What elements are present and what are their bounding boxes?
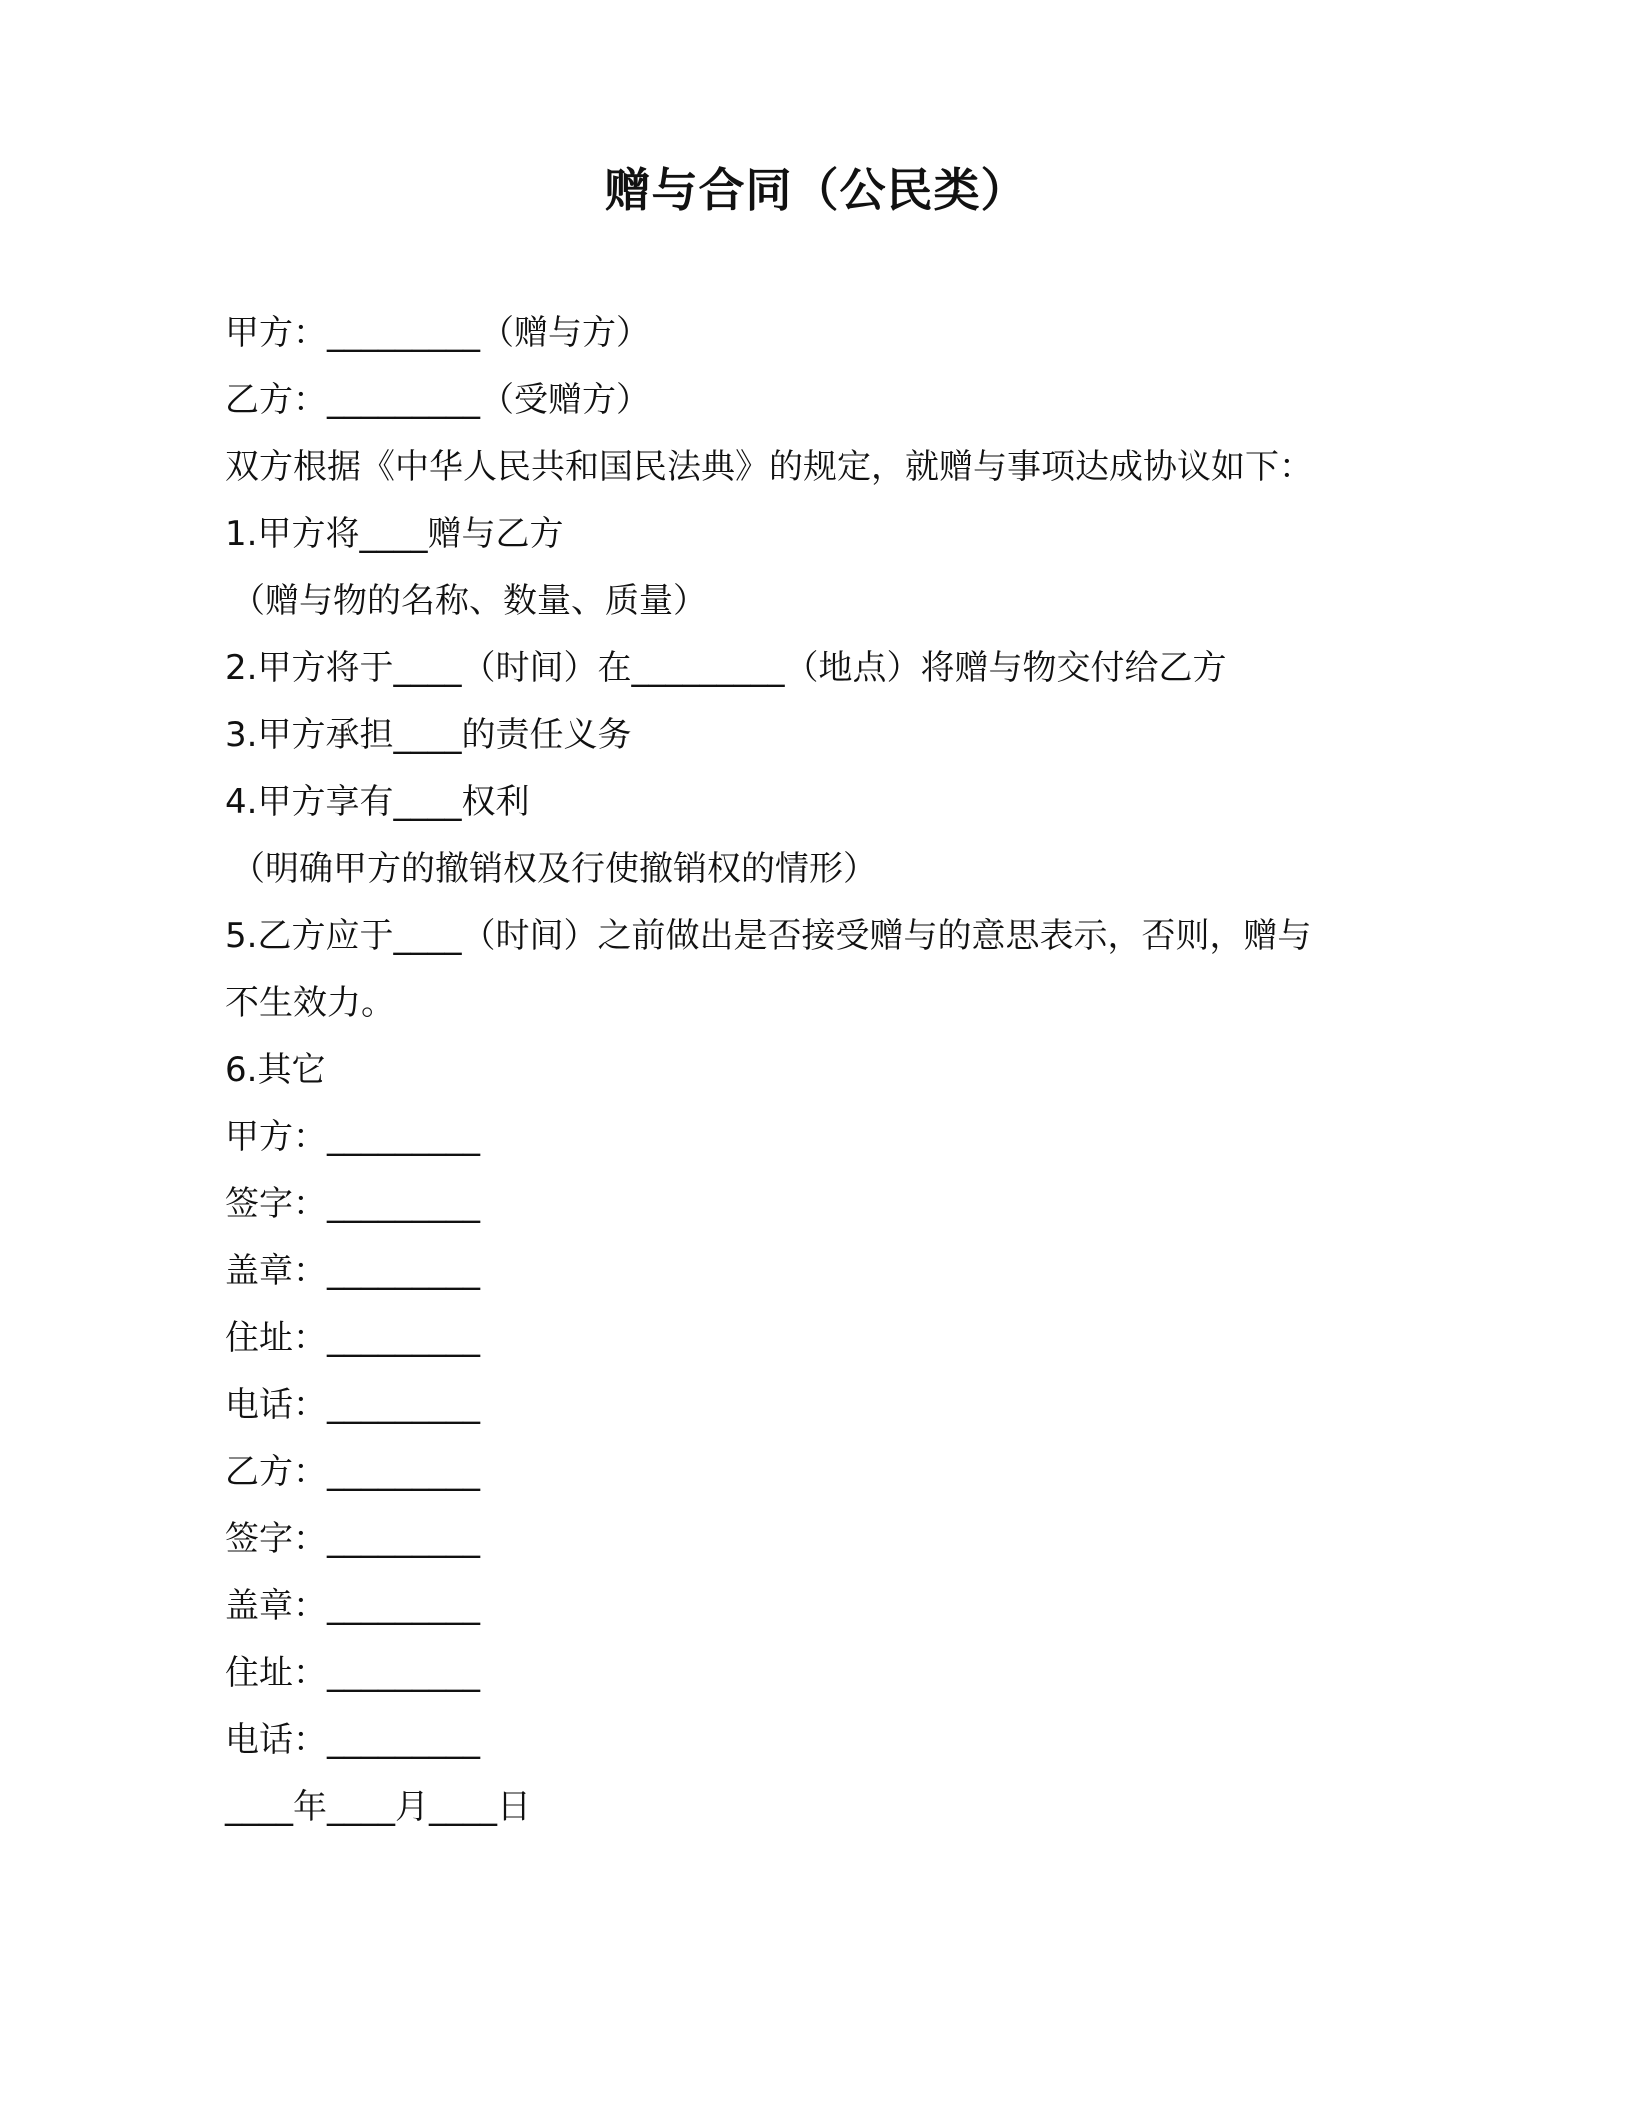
signature-party-a-seal: 盖章：_________	[225, 1251, 480, 1291]
clause-2-line: 2.甲方将于____（时间）在_________（地点）将赠与物交付给乙方	[225, 648, 1227, 688]
signature-party-a-address: 住址：_________	[225, 1318, 480, 1358]
signature-party-b-phone: 电话：_________	[225, 1720, 480, 1760]
party-b-line: 乙方：_________（受赠方）	[225, 380, 650, 420]
signature-party-b-address: 住址：_________	[225, 1653, 480, 1693]
date-line: ____年____月____日	[225, 1787, 531, 1827]
clause-5-continuation: 不生效力。	[225, 983, 395, 1023]
clause-4-line: 4.甲方享有____权利	[225, 782, 530, 822]
signature-party-a: 甲方：_________	[225, 1117, 480, 1157]
party-a-line: 甲方：_________（赠与方）	[225, 313, 650, 353]
signature-party-a-phone: 电话：_________	[225, 1385, 480, 1425]
clause-6-line: 6.其它	[225, 1050, 326, 1090]
signature-party-b-sign: 签字：_________	[225, 1519, 480, 1559]
clause-5-line: 5.乙方应于____（时间）之前做出是否接受赠与的意思表示，否则，赠与	[225, 916, 1312, 956]
clause-1-note: （赠与物的名称、数量、质量）	[231, 581, 707, 621]
preamble-line: 双方根据《中华人民共和国民法典》的规定，就赠与事项达成协议如下：	[225, 447, 1313, 487]
signature-party-a-sign: 签字：_________	[225, 1184, 480, 1224]
clause-1-line: 1.甲方将____赠与乙方	[225, 514, 564, 554]
clause-4-note: （明确甲方的撤销权及行使撤销权的情形）	[231, 849, 877, 889]
document-body	[225, 300, 1425, 1841]
document-title: 赠与合同（公民类）	[604, 163, 1028, 217]
signature-party-b: 乙方：_________	[225, 1452, 480, 1492]
clause-3-line: 3.甲方承担____的责任义务	[225, 715, 632, 755]
signature-party-b-seal: 盖章：_________	[225, 1586, 480, 1626]
